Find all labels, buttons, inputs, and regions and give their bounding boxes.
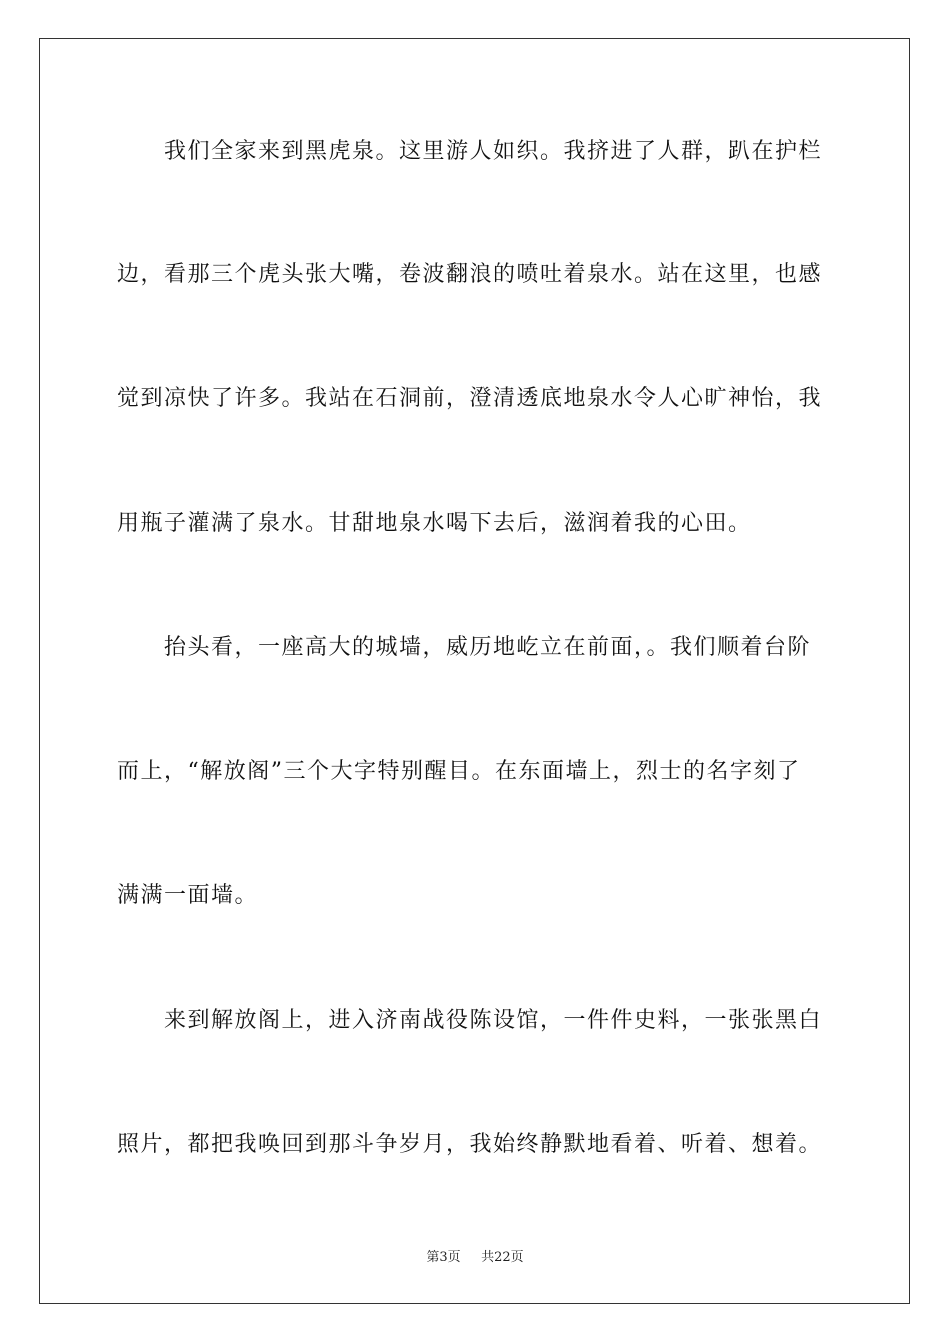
page-total: 共22页 (481, 1250, 524, 1265)
paragraph-1-line-2: 边，看那三个虎头张大嘴，卷波翻浪的喷吐着泉水。站在这里，也感 (117, 262, 823, 287)
paragraph-2-line-1: 抬头看，一座高大的城墙，威历地屹立在前面，。我们顺着台阶 (164, 635, 812, 660)
page-border (39, 38, 910, 1304)
paragraph-1-line-3: 觉到凉快了许多。我站在石洞前，澄清透底地泉水令人心旷神怡，我 (117, 386, 823, 411)
paragraph-1-line-4: 用瓶子灌满了泉水。甘甜地泉水喝下去后，滋润着我的心田。 (117, 511, 752, 536)
page-number: 第3页 (426, 1250, 461, 1265)
paragraph-1-line-1: 我们全家来到黑虎泉。这里游人如织。我挤进了人群，趴在护栏 (164, 139, 823, 164)
paragraph-2-line-3: 满满一面墙。 (117, 883, 259, 908)
paragraph-3-line-1: 来到解放阁上，进入济南战役陈设馆，一件件史料，一张张黑白 (164, 1008, 823, 1033)
paragraph-3-line-2: 照片，都把我唤回到那斗争岁月，我始终静默地看着、听着、想着。 (117, 1132, 823, 1157)
paragraph-2-line-2: 而上，“解放阁”三个大字特别醒目。在东面墙上，烈士的名字刻了 (117, 759, 801, 784)
page-footer (0, 1246, 950, 1265)
